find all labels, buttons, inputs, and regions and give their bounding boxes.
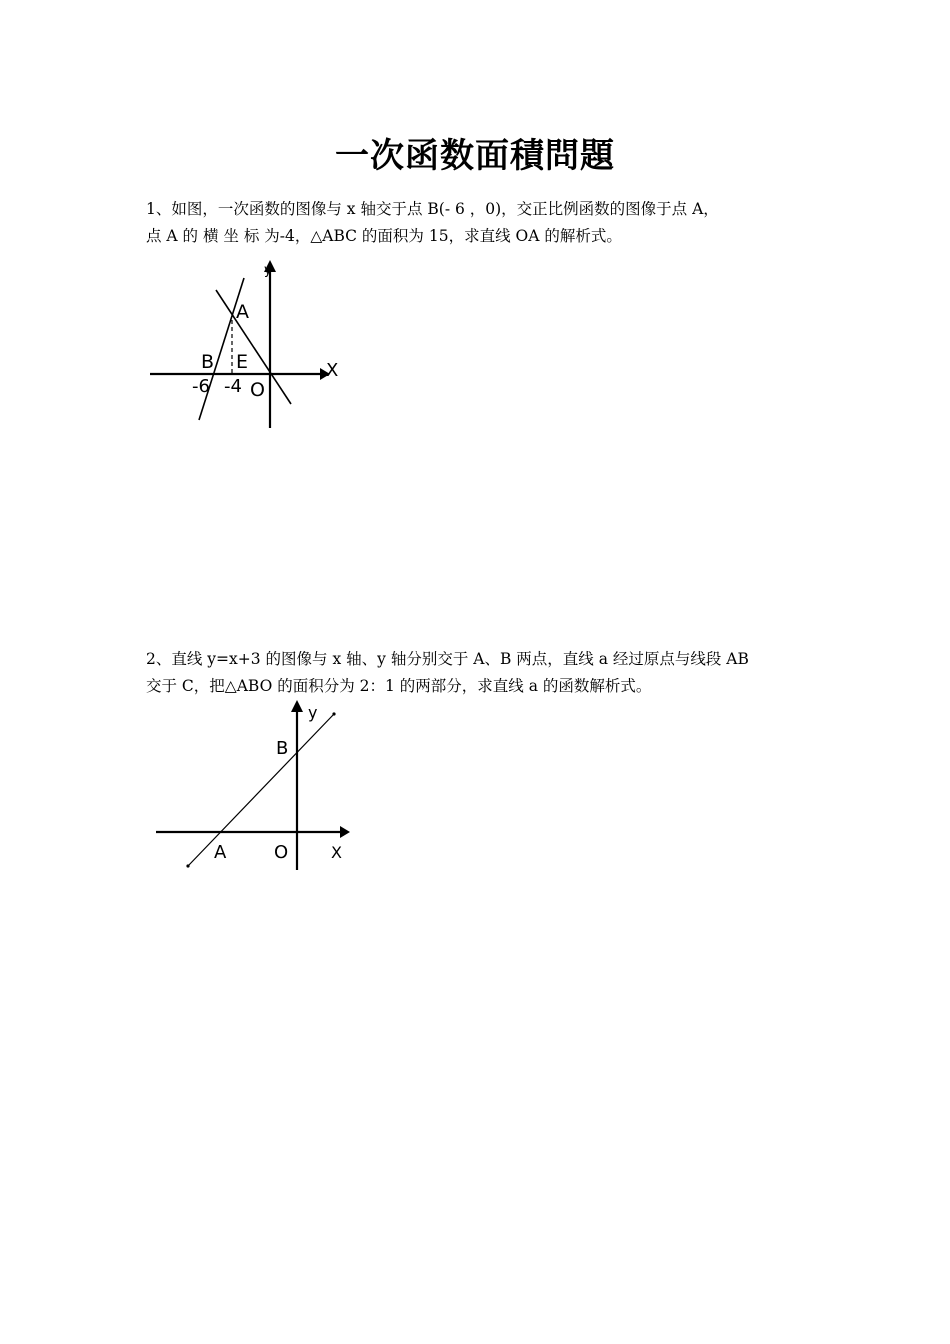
label-y: y — [264, 263, 272, 278]
label-b: B — [276, 738, 289, 759]
line-end-dot — [332, 712, 335, 715]
label-b: B — [201, 351, 215, 373]
problem-2-line-1: 2、直线 y=x+3 的图像与 x 轴、y 轴分别交于 A、B 两点，直线 a 经过原点与线段 AB — [146, 650, 749, 668]
label-a: A — [236, 301, 249, 323]
problem-2-line-2: 交于 C，把△ABO 的面积分为 2：1 的两部分，求直线 a 的函数解析式。 — [146, 677, 652, 695]
tick-neg4: -4 — [224, 376, 242, 397]
problem-1-figure — [146, 258, 356, 433]
line-end-dot — [186, 864, 189, 867]
x-axis-arrow — [340, 826, 350, 838]
line-ab — [188, 714, 334, 866]
problem-1-text — [146, 196, 826, 250]
problem-2-text — [146, 646, 826, 700]
label-a: A — [214, 842, 227, 863]
y-axis-arrow — [291, 700, 303, 712]
tick-neg6: -6 — [192, 376, 210, 397]
problem-2-figure — [150, 698, 360, 878]
label-y: y — [308, 703, 318, 722]
problem-1-line-2: 点 A 的 横 坐 标 为-4，△ABC 的面积为 15，求直线 OA 的解析式。 — [146, 227, 622, 245]
label-x: X — [326, 360, 339, 381]
label-x: X — [331, 843, 342, 862]
label-o: O — [274, 842, 289, 863]
label-o: O — [250, 379, 265, 401]
problem-1-line-1: 1、如图，一次函数的图像与 x 轴交于点 B(- 6 ，0)，交正比例函数的图像于点 A， — [146, 200, 719, 218]
label-e: E — [236, 351, 249, 373]
document-title: 一次函数面積問題 — [335, 136, 615, 176]
